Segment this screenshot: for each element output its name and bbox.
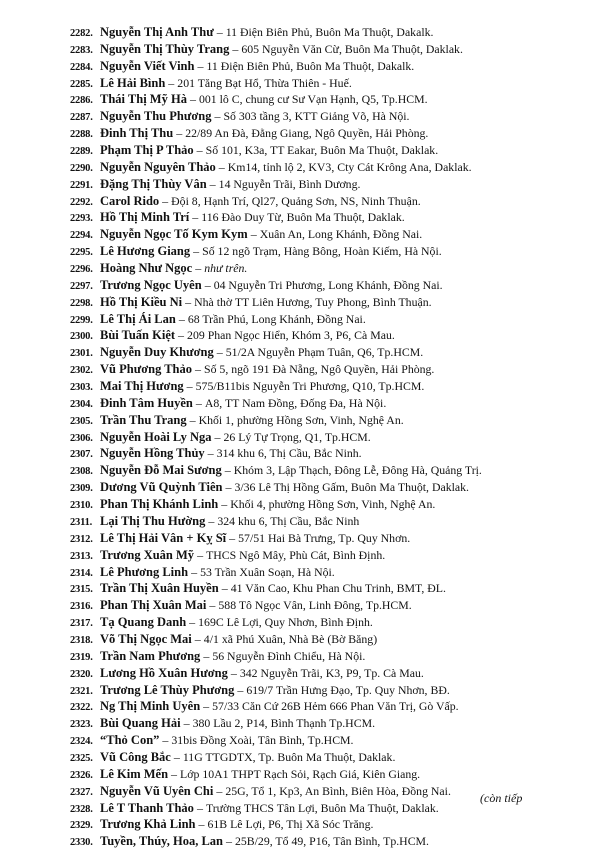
entry-address: Xuân An, Long Khánh, Đồng Nai. [259,227,423,242]
entry-number: 2304. [70,398,93,410]
list-item [70,631,585,648]
entry-number: 2298. [70,297,93,309]
entry-separator: – [188,564,201,579]
entry-address: 001 lô C, chung cư Sư Vạn Hạnh, Q5, Tp.HCM. [198,92,428,107]
entry-name: Nguyễn Duy Khương [100,345,214,360]
entry-name: Phan Thị Xuân Mai [100,598,207,613]
entry-separator: – [192,261,205,276]
entry-name: Tạ Quang Danh [100,615,187,630]
entry-separator: – [234,682,247,697]
continued-note: (còn tiếp [480,791,523,805]
entry-address: 201 Tăng Bạt Hổ, Thừa Thiên - Huế. [177,75,352,90]
entry-address: như trên. [204,261,248,276]
entry-address: Lớp 10A1 THPT Rạch Sỏi, Rạch Giá, Kiên Giang. [180,766,421,781]
entry-number: 2305. [70,415,93,427]
entry-number: 2293. [70,213,93,225]
list-item [70,344,585,361]
entry-separator: – [159,733,172,748]
entry-address: Km14, tỉnh lộ 2, KV3, Cty Cát Krông Ana, Daklak. [227,159,472,174]
entry-name: Tuyền, Thúy, Hoa, Lan [100,834,223,849]
entry-address: 3/36 Lê Thị Hồng Gấm, Buôn Ma Thuột, Daklak. [234,480,469,495]
entry-address: Trường THCS Tân Lợi, Buôn Ma Thuột, Daklak. [205,800,439,815]
entry-address: 31bis Đồng Xoài, Tân Bình, Tp.HCM. [171,733,354,748]
entry-separator: – [221,463,234,478]
entry-separator: – [229,41,242,56]
list-item [70,24,585,41]
entry-name: “Thỏ Con” [100,733,160,748]
list-item [70,749,585,766]
entry-number: 2328. [70,803,93,815]
list-item [70,715,585,732]
entry-separator: – [218,497,231,512]
entry-address: 41 Văn Cao, Khu Phan Chu Trinh, BMT, ĐL. [230,581,446,596]
entry-number: 2287. [70,112,93,124]
list-item [70,327,585,344]
entry-number: 2295. [70,247,93,259]
entry-number: 2321. [70,685,93,697]
entry-separator: – [193,800,206,815]
entry-address: 61B Lê Lợi, P6, Thị Xã Sóc Trăng. [207,817,374,832]
list-item [70,395,585,412]
list-item [70,429,585,446]
entry-name: Nguyễn Thu Phương [100,109,212,124]
entry-address: Đội 8, Hạnh Trí, Ql27, Quảng Sơn, NS, Ninh Thuận. [171,193,421,208]
entry-number: 2326. [70,769,93,781]
entry-number: 2284. [70,61,93,73]
entry-name: Trần Nam Phương [100,648,201,663]
entry-separator: – [186,615,199,630]
list-item [70,564,585,581]
entry-number: 2285. [70,78,93,90]
entry-separator: – [205,513,218,528]
entry-name: Đặng Thị Thùy Vân [100,176,207,191]
entry-address: Nhà thờ TT Liên Hương, Tuy Phong, Bình Thuận. [194,294,432,309]
entry-name: Đinh Thị Thu [100,126,174,141]
entry-separator: – [222,480,235,495]
entry-separator: – [222,834,235,849]
list-item [70,159,585,176]
entry-number: 2291. [70,179,93,191]
entry-number: 2313. [70,550,93,562]
entry-name: Lê Thị Ái Lan [100,311,176,326]
list-item [70,766,585,783]
list-item [70,176,585,193]
entry-address: Khối 1, phường Hồng Sơn, Vinh, Nghệ An. [198,412,404,427]
entry-address: Khóm 3, Lập Thạch, Đông Lễ, Đông Hà, Quảng Trị. [233,463,482,478]
entry-number: 2283. [70,44,93,56]
entry-name: Phạm Thị P Thảo [100,143,194,158]
entry-name: Ng Thị Minh Uyên [100,699,201,714]
list-item [70,294,585,311]
entry-number: 2286. [70,95,93,107]
entry-address: 4/1 xã Phú Xuân, Nhà Bè (Bờ Băng) [203,631,378,646]
entry-address: THCS Ngô Mây, Phù Cát, Bình Định. [206,547,386,562]
list-item [70,58,585,75]
entry-address: 324 khu 6, Thị Cầu, Bắc Ninh [217,513,360,528]
entry-separator: – [183,379,196,394]
entry-number: 2318. [70,634,93,646]
entry-number: 2297. [70,280,93,292]
entry-address: 56 Nguyễn Đình Chiểu, Hà Nội. [212,648,366,663]
list-item [70,75,585,92]
list-item [70,665,585,682]
entry-address: 53 Trần Xuân Soạn, Hà Nội. [200,564,335,579]
entry-address: 605 Nguyễn Văn Cừ, Buôn Ma Thuột, Daklak. [241,41,463,56]
entry-name: Lê Thị Hải Vân + Kỵ Sĩ [100,530,227,545]
list-item [70,462,585,479]
entry-number: 2329. [70,820,93,832]
entry-address: 11G TTGDTX, Tp. Buôn Ma Thuột, Daklak. [182,749,396,764]
entry-separator: – [165,75,178,90]
entry-name: Thái Thị Mỹ Hà [100,92,187,107]
entry-number: 2324. [70,736,93,748]
entry-address: 57/51 Hai Bà Trưng, Tp. Quy Nhơn. [238,530,411,545]
entry-address: 169C Lê Lợi, Quy Nhơn, Bình Định. [198,615,373,630]
entry-separator: – [213,783,226,798]
entry-number: 2330. [70,837,93,849]
list-item [70,479,585,496]
entry-name: Vũ Phương Thảo [100,362,193,377]
list-item [70,496,585,513]
list-item [70,125,585,142]
entry-separator: – [213,25,226,39]
entry-number: 2294. [70,230,93,242]
list-item [70,580,585,597]
entry-address: Số 303 tầng 3, KTT Giảng Võ, Hà Nội. [223,109,410,124]
entry-name: Hồ Thị Minh Trí [100,210,190,225]
entry-name: Mai Thị Hương [100,379,184,394]
entry-address: 25G, Tổ 1, Kp3, An Bình, Biên Hòa, Đồng Nai. [225,783,451,798]
list-item [70,530,585,547]
entry-address: 619/7 Trần Hưng Đạo, Tp. Quy Nhơn, BĐ. [246,682,450,697]
entry-address: 51/2A Nguyễn Phạm Tuân, Q6, Tp.HCM. [225,345,424,360]
entry-name: Dương Vũ Quỳnh Tiên [100,480,223,495]
list-item [70,277,585,294]
entry-address: 11 Điện Biên Phủ, Buôn Ma Thuột, Dakalk. [225,25,434,39]
entry-separator: – [194,547,207,562]
entry-number: 2322. [70,702,93,714]
entry-name: Bùi Quang Hải [100,716,181,731]
entry-address: Số 5, ngõ 191 Đà Nẵng, Ngô Quyền, Hải Phòng. [204,362,435,377]
entry-separator: – [168,766,181,781]
entry-name: Đinh Tâm Huyền [100,395,193,410]
entry-separator: – [186,412,199,427]
entry-separator: – [200,648,213,663]
entry-separator: – [215,159,228,174]
entry-name: Trương Ngọc Uyên [100,277,202,292]
entry-number: 2310. [70,500,93,512]
entry-name: Lê T Thanh Thảo [100,800,194,815]
entry-number: 2292. [70,196,93,208]
entry-number: 2296. [70,264,93,276]
list-item [70,226,585,243]
entry-name: Hoàng Như Ngọc [100,261,193,276]
list-item [70,816,585,833]
entry-name: Lại Thị Thu Hường [100,513,206,528]
entry-address: 25B/29, Tổ 49, P16, Tân Bình, Tp.HCM. [234,834,429,849]
entry-name: Nguyễn Nguyên Thảo [100,159,216,174]
entry-name: Trương Xuân Mỹ [100,547,195,562]
entry-separator: – [206,598,219,613]
entry-name: Nguyễn Thị Anh Thư [100,25,214,39]
entry-number: 2299. [70,314,93,326]
entry-number: 2327. [70,786,93,798]
entry-separator: – [200,699,213,714]
entry-name: Trương Khả Linh [100,817,196,832]
entry-separator: – [192,395,205,410]
entry-address: 575/B11bis Nguyễn Tri Phương, Q10, Tp.HCM. [195,379,425,394]
entry-separator: – [211,429,224,444]
entry-separator: – [247,227,260,242]
entry-number: 2316. [70,601,93,613]
list-item [70,648,585,665]
list-item [70,445,585,462]
entry-number: 2300. [70,331,93,343]
entry-name: Nguyễn Vũ Uyên Chi [100,783,214,798]
entry-separator: – [173,126,186,141]
list-item [70,108,585,125]
list-item [70,732,585,749]
entry-number: 2301. [70,348,93,360]
entry-address: 04 Nguyễn Tri Phương, Long Khánh, Đồng Nai. [213,277,443,292]
entry-number: 2315. [70,584,93,596]
entry-number: 2288. [70,129,93,141]
list-item [70,378,585,395]
entry-name: Nguyễn Hồng Thủy [100,446,205,461]
entry-number: 2317. [70,618,93,630]
entry-separator: – [193,143,206,158]
entry-name: Nguyễn Thị Thùy Trang [100,41,230,56]
entry-address: 209 Phan Ngọc Hiển, Khóm 3, P6, Cà Mau. [187,328,395,343]
entry-address: 57/33 Căn Cứ 26B Hẻm 666 Phan Văn Trị, Gò Vấp. [212,699,459,714]
entry-number: 2309. [70,483,93,495]
entry-number: 2314. [70,567,93,579]
entry-number: 2306. [70,432,93,444]
entry-name: Phan Thị Khánh Linh [100,497,219,512]
entry-name: Carol Rido [100,193,160,208]
entry-address: 14 Nguyễn Trãi, Bình Dương. [218,176,361,191]
list-item [70,412,585,429]
entry-address: 26 Lý Tự Trọng, Q1, Tp.HCM. [223,429,371,444]
entry-address: 11 Điện Biên Phủ, Buôn Ma Thuột, Dakalk. [206,58,415,73]
entry-name: Nguyễn Ngọc Tố Kym Kym [100,227,248,242]
entry-separator: – [159,193,172,208]
entry-name: Trương Lê Thùy Phương [100,682,235,697]
list-item [70,513,585,530]
entry-address: 22/89 An Đà, Đằng Giang, Ngô Quyền, Hải Phòng. [185,126,429,141]
entry-name: Lê Hương Giang [100,244,191,259]
entry-separator: – [190,244,203,259]
list-item [70,361,585,378]
entry-name: Lương Hồ Xuân Hương [100,665,228,680]
list-item [70,209,585,226]
entry-name: Võ Thị Ngọc Mai [100,631,192,646]
entry-name: Lê Kim Mến [100,766,169,781]
entry-address: 588 Tô Ngọc Vân, Linh Đông, Tp.HCM. [218,598,412,613]
entry-address: 380 Lầu 2, P14, Bình Thạnh Tp.HCM. [192,716,376,731]
entry-number: 2302. [70,365,93,377]
list-item [70,597,585,614]
list-item [70,142,585,159]
entry-address: 314 khu 6, Thị Cầu, Bắc Ninh. [216,446,362,461]
entry-name: Lê Phương Linh [100,564,189,579]
entry-separator: – [204,446,217,461]
entry-number: 2289. [70,146,93,158]
entry-separator: – [213,345,226,360]
entry-address: 68 Trần Phú, Long Khánh, Đồng Nai. [187,311,366,326]
entry-separator: – [218,581,231,596]
entry-separator: – [186,92,199,107]
entry-number: 2312. [70,533,93,545]
entry-name: Lê Hải Bình [100,75,166,90]
entry-address: A8, TT Nam Đồng, Đống Đa, Hà Nội. [204,395,387,410]
entry-separator: – [201,277,214,292]
entry-number: 2282. [70,28,93,39]
entry-number: 2325. [70,752,93,764]
entry-name: Nguyễn Hoài Ly Nga [100,429,212,444]
list-item [70,193,585,210]
list-item [70,260,585,277]
entry-separator: – [227,665,240,680]
entry-address: 342 Nguyễn Trãi, K3, P9, Tp. Cà Mau. [239,665,424,680]
entry-number: 2307. [70,449,93,461]
entry-number: 2303. [70,382,93,394]
entry-address: 116 Đào Duy Từ, Buôn Ma Thuột, Daklak. [201,210,405,225]
entry-name: Vũ Công Bắc [100,749,171,764]
entry-name: Hồ Thị Kiều Ni [100,294,183,309]
entry-separator: – [194,58,207,73]
entry-separator: – [195,817,208,832]
entry-separator: – [175,328,188,343]
list-item [70,614,585,631]
list-item [70,311,585,328]
list-item [70,698,585,715]
entry-separator: – [226,530,239,545]
entry-number: 2308. [70,466,93,478]
entry-address: Số 12 ngõ Trạm, Hàng Bông, Hoàn Kiếm, Hà Nội. [202,244,442,259]
entry-name: Trần Thu Trang [100,412,187,427]
entry-number: 2290. [70,162,93,174]
list-item [70,547,585,564]
entry-separator: – [180,716,193,731]
entry-address: Khối 4, phường Hồng Sơn, Vinh, Nghệ An. [230,497,436,512]
entry-separator: – [206,176,219,191]
entry-separator: – [170,749,183,764]
list-item [70,41,585,58]
list-item [70,243,585,260]
entry-separator: – [175,311,188,326]
entry-separator: – [191,631,204,646]
entry-number: 2323. [70,719,93,731]
entry-number: 2319. [70,651,93,663]
entry-address: Số 101, K3a, TT Eakar, Buôn Ma Thuột, Daklak. [205,143,439,158]
entry-separator: – [182,294,195,309]
entry-separator: – [189,210,202,225]
name-address-list [70,24,585,850]
list-item [70,91,585,108]
entry-name: Trần Thị Xuân Huyền [100,581,219,596]
entry-separator: – [211,109,224,124]
entry-separator: – [192,362,205,377]
entry-number: 2311. [70,516,93,528]
entry-name: Nguyễn Đỗ Mai Sương [100,463,222,478]
entry-name: Bùi Tuấn Kiệt [100,328,176,343]
entry-number: 2320. [70,668,93,680]
entry-name: Nguyễn Viết Vinh [100,58,195,73]
list-item [70,682,585,699]
